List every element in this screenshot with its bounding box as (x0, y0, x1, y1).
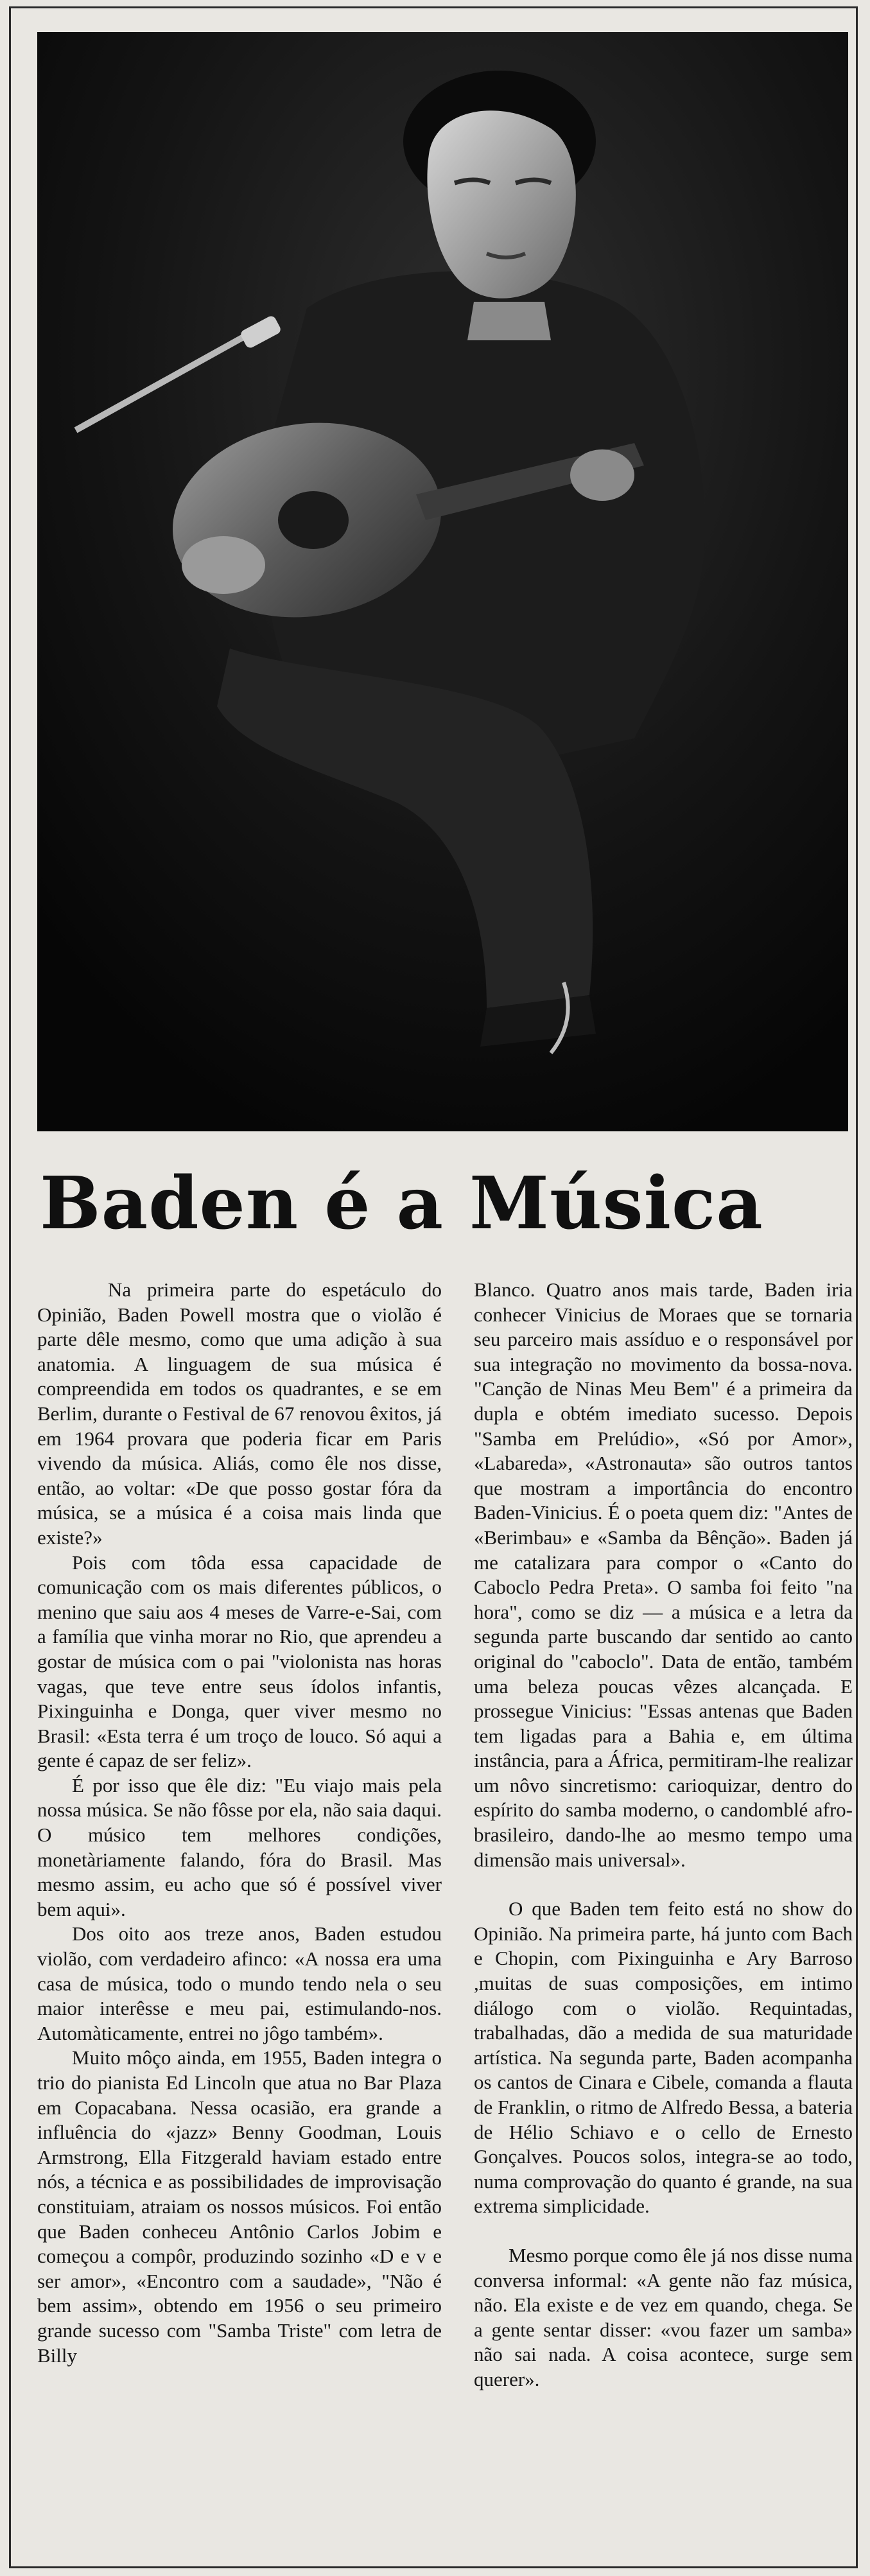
article-column-left (37, 1278, 442, 2562)
paragraph: Pois com tôda essa capacidade de comunicação com os mais diferentes públicos, o menino que saiu aos 4 meses de Varre-e-Sai, com a família que vinha morar no Rio, que aprendeu a gostar de música com o pai "violonista nas horas vagas, que teve entre seus ídolos infantis, Pixinguinha e Donga, quer viver mesmo no Brasil: «Esta terra é um troço de louco. Só aqui a gente é capaz de ser feliz». (37, 1551, 442, 1772)
paragraph: Na primeira parte do espetáculo do Opinião, Baden Powell mostra que o violão é parte dêle mesmo, como que uma adição à sua anatomia. A linguagem de sua música é compreendida em todos os quadrantes, e se em Berlim, durante o Festival de 67 renovou êxitos, já em 1964 provara que poderia ficar em Paris vivendo da música. Aliás, como êle nos disse, então, ao voltar: «De que posso gostar fóra da música, se a música é a coisa mais linda que existe?» (37, 1278, 442, 1549)
paragraph: O que Baden tem feito está no show do Opinião. Na primeira parte, há junto com Bach e Chopin, com Pixinguinha e Ary Barroso ,muitas de suas composições, em intimo diálogo com o violão. Requintadas, trabalhadas, dão a medida de sua maturidade artística. Na segunda parte, Baden acompanha os cantos de Cinara e Cibele, comanda a flauta de Franklin, o ritmo de Alfredo Bessa, a bateria de Hélio Schiavo e o cello de Ernesto Gonçalves. Poucos solos, integra-se ao todo, numa comprovação do quanto é grande, na sua extrema simplicidade. (474, 1897, 853, 2218)
paragraph: É por isso que êle diz: "Eu viajo mais pela nossa música. Se não fôsse por ela, não saia daqui. O músico tem melhores condições, monetàriamente falando, fóra do Brasil. Mas mesmo assim, eu acho que só é possível viver bem aqui». (37, 1773, 442, 1920)
article-title: Baden é a Música (40, 1162, 763, 1246)
paragraph: Blanco. Quatro anos mais tarde, Baden iria conhecer Vinicius de Moraes que se tornaria seu parceiro mais assíduo e o responsável por sua integração no movimento da bossa-nova. "Canção de Ninas Meu Bem" é a primeira da dupla e obtém imediato sucesso. Depois "Samba em Prelúdio», «Só por Amor», «Labareda», «Astronauta» são outros tantos que mostram a importância do encontro Baden-Vinicius. É o poeta quem diz: "Antes de «Berimbau» e «Samba da Bênção». Baden já me catalizara para compor o «Canto do Caboclo Pedra Preta». O samba foi feito "na hora", como se diz — a música e a letra da segunda parte buscando dar sentido ao canto original do "caboclo". Data de então, também uma beleza poucas vêzes alcançada. E prossegue Vinicius: "Essas antenas que Baden tem ligadas para a Bahia e, em última instância, para a África, permitiram-lhe realizar um nôvo sincretismo: carioquizar, dentro do espírito do samba moderno, o candomblé afro-brasileiro, dando-lhe ao mesmo tempo uma dimensão mais universal». (474, 1278, 853, 1871)
article-column-right (474, 1278, 853, 2562)
paragraph: Mesmo porque como êle já nos disse numa conversa informal: «A gente não faz música, não. Ela existe e de vez em quando, chega. Se a gente sentar disser: «vou fazer um samba» não sai nada. A coisa acontece, surge sem querer». (474, 2243, 853, 2390)
paragraph: Muito môço ainda, em 1955, Baden integra o trio do pianista Ed Lincoln que atua no Bar Plaza em Copacabana. Nessa ocasião, era grande a influência do «jazz» Benny Goodman, Louis Armstrong, Ella Fitzgerald haviam estado entre nós, a técnica e as possibilidades de improvisação constituiam, atraiam os nossos músicos. Foi então que Baden conheceu Antônio Carlos Jobim e começou a compôr, produzindo sozinho «D e v e ser amor», «Encontro com a saudade», "Não é bem assim», obtendo em 1956 o seu primeiro grande sucesso com "Samba Triste" com letra de Billy (37, 2046, 442, 2367)
paragraph: Dos oito aos treze anos, Baden estudou violão, com verdadeiro afinco: «A nossa era uma casa de música, todo o mundo tendo nela o seu maior interêsse e meu pai, estimulando-nos. Automàticamente, entrei no jôgo também». (37, 1922, 442, 2044)
photo-guitarist (37, 32, 848, 1131)
